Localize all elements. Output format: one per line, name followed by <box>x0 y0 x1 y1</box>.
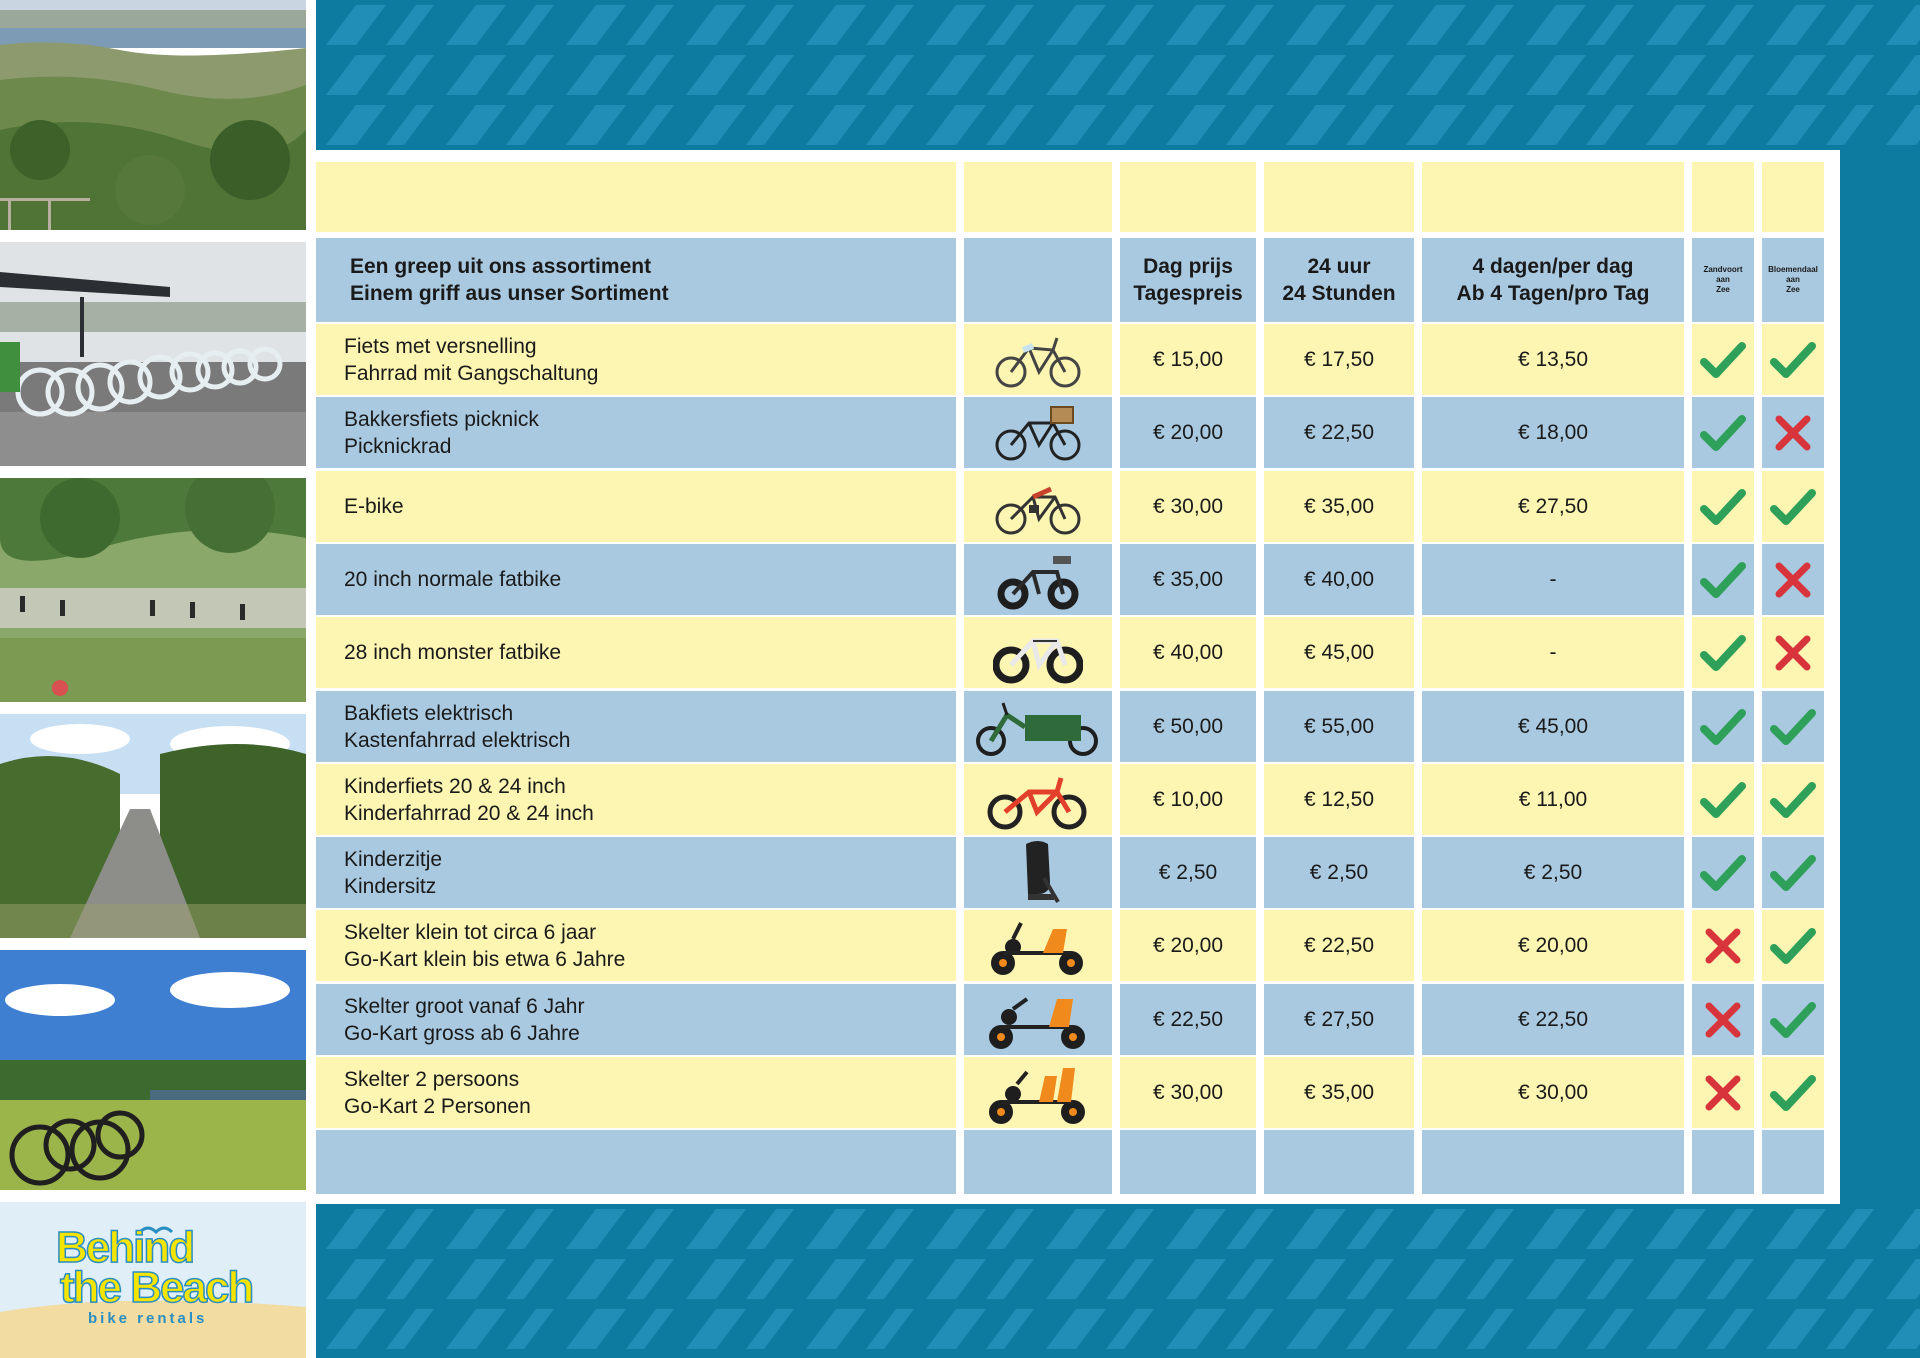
price-h24 <box>1264 544 1414 615</box>
check-icon <box>1770 1000 1816 1040</box>
price-value: - <box>1549 640 1557 664</box>
product-name-nl: Bakfiets elektrisch <box>344 701 514 725</box>
spacer-cell <box>964 162 1112 232</box>
availability-bloemendaal <box>1762 617 1824 688</box>
price-day <box>1120 837 1256 908</box>
product-image <box>964 1057 1112 1128</box>
spacer-cell <box>1422 162 1684 232</box>
header-day-price-nl: Dag prijs <box>1143 255 1233 278</box>
price-value: € 18,00 <box>1517 420 1589 444</box>
product-name-de: Kindersitz <box>344 874 437 898</box>
availability-bloemendaal <box>1762 691 1824 762</box>
price-value: € 50,00 <box>1152 714 1224 738</box>
price-day <box>1120 544 1256 615</box>
forest-path-photo <box>0 714 306 938</box>
spacer-cell <box>1120 1130 1256 1194</box>
product-name-nl: Kinderzitje <box>344 847 443 871</box>
price-value: € 13,50 <box>1517 347 1589 371</box>
cyclists-dunes-photo <box>0 478 306 702</box>
availability-bloemendaal <box>1762 471 1824 542</box>
cross-icon <box>1773 560 1813 600</box>
check-icon <box>1770 340 1816 380</box>
availability-bloemendaal <box>1762 544 1824 615</box>
header-zandvoort-line: aan <box>1716 275 1730 284</box>
price-day <box>1120 471 1256 542</box>
product-name-nl: Skelter 2 persoons <box>344 1067 520 1091</box>
e-bike-icon <box>993 475 1083 539</box>
price-value: € 35,00 <box>1303 1080 1375 1104</box>
product-description <box>316 397 956 468</box>
check-icon <box>1700 413 1746 453</box>
product-description <box>316 617 956 688</box>
price-value: € 17,50 <box>1303 347 1375 371</box>
price-h24 <box>1264 837 1414 908</box>
price-value: € 40,00 <box>1303 567 1375 591</box>
header-bloemendaal-line: Bloemendaal <box>1768 265 1818 274</box>
header-24-hours-de: 24 Stunden <box>1282 282 1396 305</box>
availability-bloemendaal <box>1762 1057 1824 1128</box>
price-d4 <box>1422 324 1684 395</box>
product-image <box>964 397 1112 468</box>
price-value: € 27,50 <box>1303 1007 1375 1031</box>
price-value: - <box>1549 567 1557 591</box>
header-zandvoort-line: Zee <box>1716 285 1730 294</box>
spacer-cell <box>1422 1130 1684 1194</box>
header-4-days <box>1422 238 1684 322</box>
spacer-cell <box>1264 162 1414 232</box>
product-name-de: Picknickrad <box>344 434 452 458</box>
picnic-bike-icon <box>993 401 1083 465</box>
price-value: € 20,00 <box>1152 933 1224 957</box>
cross-icon <box>1703 926 1743 966</box>
product-image <box>964 691 1112 762</box>
cross-icon <box>1703 1000 1743 1040</box>
logo-line-2: the Beach <box>60 1263 253 1312</box>
product-image <box>964 984 1112 1055</box>
cross-icon <box>1773 633 1813 673</box>
product-image <box>964 764 1112 835</box>
header-bloemendaal-line: Zee <box>1786 285 1800 294</box>
price-value: € 30,00 <box>1152 494 1224 518</box>
price-d4 <box>1422 1057 1684 1128</box>
bikes-pond-photo <box>0 950 306 1190</box>
product-name-de: Go-Kart 2 Personen <box>344 1094 531 1118</box>
price-value: € 45,00 <box>1517 714 1589 738</box>
product-image <box>964 617 1112 688</box>
product-name-nl: Skelter groot vanaf 6 Jahr <box>344 994 585 1018</box>
check-icon <box>1700 707 1746 747</box>
price-day <box>1120 691 1256 762</box>
price-value: € 10,00 <box>1152 787 1224 811</box>
product-name-de: Fahrrad mit Gangschaltung <box>344 361 599 385</box>
price-value: € 30,00 <box>1517 1080 1589 1104</box>
availability-bloemendaal <box>1762 984 1824 1055</box>
availability-zandvoort <box>1692 617 1754 688</box>
check-icon <box>1770 853 1816 893</box>
header-image <box>964 238 1112 322</box>
check-icon <box>1700 487 1746 527</box>
availability-zandvoort <box>1692 837 1754 908</box>
price-value: € 11,00 <box>1518 787 1588 811</box>
availability-zandvoort <box>1692 471 1754 542</box>
price-value: € 20,00 <box>1152 420 1224 444</box>
availability-zandvoort <box>1692 544 1754 615</box>
product-image <box>964 837 1112 908</box>
spacer-cell <box>316 162 956 232</box>
product-description <box>316 471 956 542</box>
availability-zandvoort <box>1692 397 1754 468</box>
go-kart-two-person-icon <box>983 1058 1093 1128</box>
price-d4 <box>1422 617 1684 688</box>
price-value: € 15,00 <box>1152 347 1224 371</box>
availability-bloemendaal <box>1762 397 1824 468</box>
price-day <box>1120 1057 1256 1128</box>
price-value: € 30,00 <box>1152 1080 1224 1104</box>
spacer-cell <box>1762 1130 1824 1194</box>
photo-column <box>0 0 306 1358</box>
header-24-hours <box>1264 238 1414 322</box>
product-name-de: Go-Kart klein bis etwa 6 Jahre <box>344 947 626 971</box>
top-tread-pattern <box>316 0 1920 150</box>
header-description-de: Einem griff aus unser Sortiment <box>350 282 669 305</box>
price-value: € 22,50 <box>1303 933 1375 957</box>
product-image <box>964 910 1112 981</box>
price-h24 <box>1264 397 1414 468</box>
price-value: € 12,50 <box>1303 787 1375 811</box>
availability-bloemendaal <box>1762 324 1824 395</box>
price-value: € 2,50 <box>1523 860 1583 884</box>
kids-bike-icon <box>983 768 1093 832</box>
product-description <box>316 910 956 981</box>
price-d4 <box>1422 544 1684 615</box>
product-description <box>316 1057 956 1128</box>
right-strip <box>1840 150 1920 1204</box>
price-h24 <box>1264 324 1414 395</box>
bike-rack-photo <box>0 242 306 466</box>
check-icon <box>1770 1073 1816 1113</box>
product-image <box>964 324 1112 395</box>
check-icon <box>1770 487 1816 527</box>
check-icon <box>1700 560 1746 600</box>
price-value: € 20,00 <box>1517 933 1589 957</box>
logo-subtitle: bike rentals <box>88 1310 208 1327</box>
header-bloemendaal-line: aan <box>1786 275 1800 284</box>
check-icon <box>1770 707 1816 747</box>
price-value: € 27,50 <box>1517 494 1589 518</box>
check-icon <box>1700 340 1746 380</box>
fatbike-28-icon <box>993 621 1083 685</box>
cross-icon <box>1703 1073 1743 1113</box>
check-icon <box>1700 853 1746 893</box>
price-table <box>316 150 1836 1204</box>
product-name-de: Kinderfahrrad 20 & 24 inch <box>344 801 594 825</box>
availability-zandvoort <box>1692 691 1754 762</box>
availability-bloemendaal <box>1762 764 1824 835</box>
product-description <box>316 691 956 762</box>
availability-zandvoort <box>1692 324 1754 395</box>
availability-zandvoort <box>1692 910 1754 981</box>
price-d4 <box>1422 691 1684 762</box>
product-name-nl: Bakkersfiets picknick <box>344 407 539 431</box>
price-day <box>1120 764 1256 835</box>
availability-zandvoort <box>1692 984 1754 1055</box>
price-h24 <box>1264 984 1414 1055</box>
product-name-nl: Kinderfiets 20 & 24 inch <box>344 774 566 798</box>
availability-zandvoort <box>1692 764 1754 835</box>
price-day <box>1120 324 1256 395</box>
check-icon <box>1700 633 1746 673</box>
price-value: € 22,50 <box>1152 1007 1224 1031</box>
logo-line-1: Behind <box>56 1223 194 1272</box>
go-kart-small-icon <box>983 913 1093 979</box>
price-d4 <box>1422 910 1684 981</box>
header-4-days-de: Ab 4 Tagen/pro Tag <box>1456 282 1650 305</box>
price-day <box>1120 910 1256 981</box>
spacer-cell <box>964 1130 1112 1194</box>
product-name-de: Kastenfahrrad elektrisch <box>344 728 571 752</box>
product-name-nl: 28 inch monster fatbike <box>344 641 562 664</box>
check-icon <box>1770 926 1816 966</box>
spacer-cell <box>1692 162 1754 232</box>
logo-area <box>0 1202 306 1358</box>
price-d4 <box>1422 764 1684 835</box>
product-name-nl: E-bike <box>344 495 404 518</box>
city-bike-icon <box>993 328 1083 392</box>
price-value: € 2,50 <box>1158 860 1218 884</box>
dunes-lake-photo <box>0 0 306 230</box>
price-h24 <box>1264 1057 1414 1128</box>
price-h24 <box>1264 691 1414 762</box>
header-day-price <box>1120 238 1256 322</box>
spacer-cell <box>1120 162 1256 232</box>
product-description <box>316 324 956 395</box>
price-h24 <box>1264 471 1414 542</box>
price-d4 <box>1422 397 1684 468</box>
availability-bloemendaal <box>1762 837 1824 908</box>
check-icon <box>1770 780 1816 820</box>
price-value: € 22,50 <box>1303 420 1375 444</box>
product-name-de: Go-Kart gross ab 6 Jahre <box>344 1021 580 1045</box>
price-value: € 55,00 <box>1303 714 1375 738</box>
price-value: € 40,00 <box>1152 640 1224 664</box>
header-description <box>316 238 956 322</box>
product-image <box>964 544 1112 615</box>
product-description <box>316 984 956 1055</box>
fatbike-20-icon <box>993 548 1083 612</box>
product-description <box>316 544 956 615</box>
header-description-nl: Een greep uit ons assortiment <box>350 255 652 278</box>
price-h24 <box>1264 764 1414 835</box>
availability-bloemendaal <box>1762 910 1824 981</box>
product-image <box>964 471 1112 542</box>
product-name-nl: Fiets met versnelling <box>344 334 537 358</box>
price-h24 <box>1264 910 1414 981</box>
product-description <box>316 764 956 835</box>
child-seat-icon <box>1008 838 1068 908</box>
spacer-cell <box>316 1130 956 1194</box>
header-bloemendaal <box>1762 238 1824 322</box>
price-value: € 35,00 <box>1303 494 1375 518</box>
header-zandvoort <box>1692 238 1754 322</box>
price-value: € 35,00 <box>1152 567 1224 591</box>
spacer-cell <box>1264 1130 1414 1194</box>
product-description <box>316 837 956 908</box>
product-name-nl: Skelter klein tot circa 6 jaar <box>344 920 597 944</box>
product-name-nl: 20 inch normale fatbike <box>344 568 562 591</box>
header-4-days-nl: 4 dagen/per dag <box>1472 255 1634 278</box>
header-zandvoort-line: Zandvoort <box>1703 265 1743 274</box>
spacer-cell <box>1762 162 1824 232</box>
price-day <box>1120 617 1256 688</box>
price-d4 <box>1422 984 1684 1055</box>
price-h24 <box>1264 617 1414 688</box>
header-24-hours-nl: 24 uur <box>1307 255 1371 278</box>
price-value: € 2,50 <box>1309 860 1369 884</box>
check-icon <box>1700 780 1746 820</box>
cargo-bike-icon <box>973 695 1103 759</box>
price-day <box>1120 397 1256 468</box>
price-d4 <box>1422 471 1684 542</box>
price-value: € 45,00 <box>1303 640 1375 664</box>
price-d4 <box>1422 837 1684 908</box>
cross-icon <box>1773 413 1813 453</box>
availability-zandvoort <box>1692 1057 1754 1128</box>
bottom-tread-pattern <box>316 1204 1920 1358</box>
header-day-price-de: Tagespreis <box>1133 282 1243 305</box>
price-value: € 22,50 <box>1517 1007 1589 1031</box>
brand-logo <box>56 1223 276 1327</box>
spacer-cell <box>1692 1130 1754 1194</box>
price-day <box>1120 984 1256 1055</box>
go-kart-large-icon <box>983 987 1093 1053</box>
